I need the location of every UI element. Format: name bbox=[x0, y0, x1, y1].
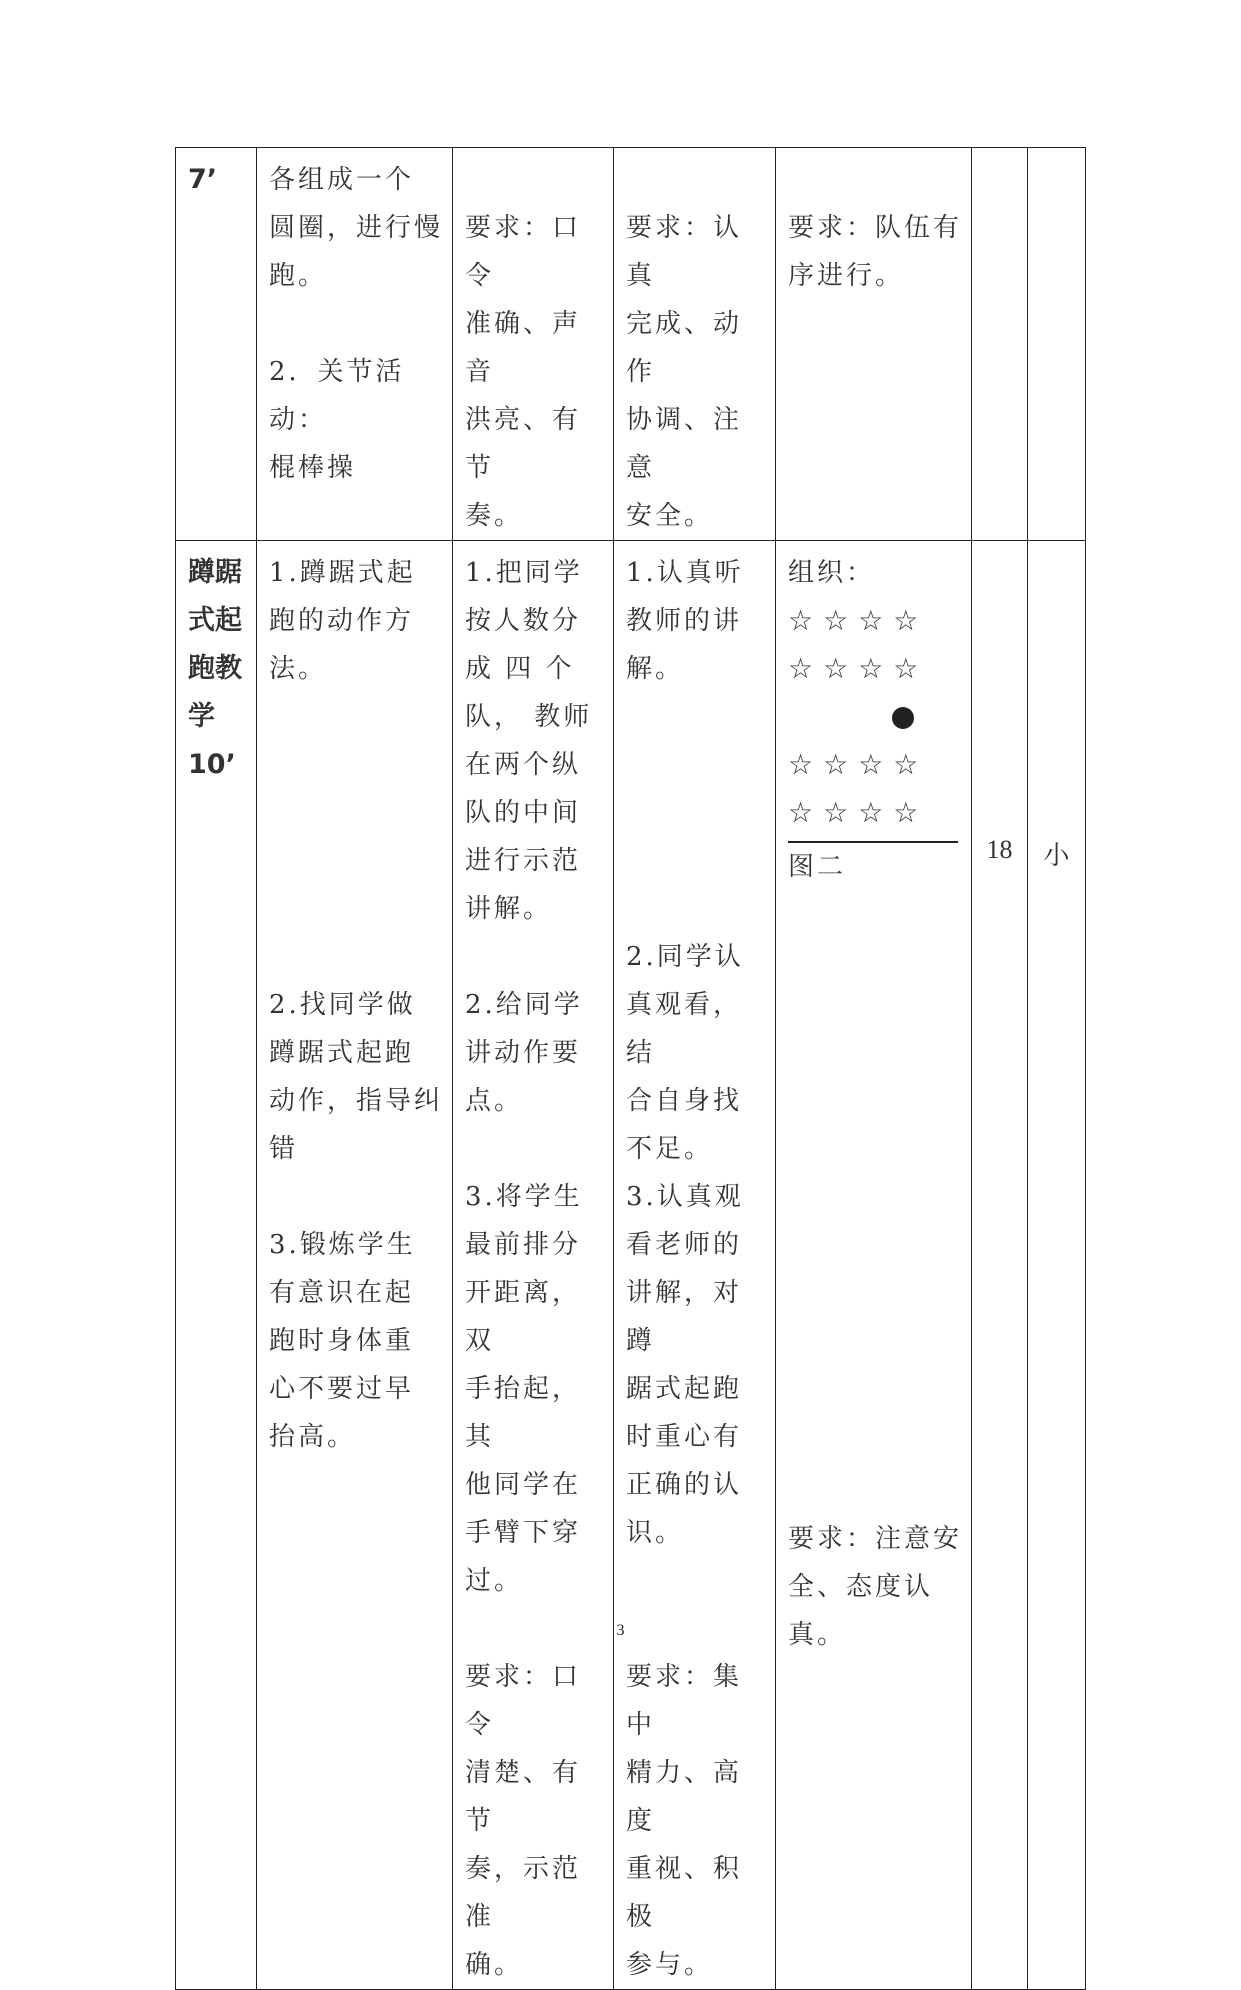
text-line: 全、态度认真。 bbox=[788, 1572, 934, 1650]
table-row-warmup bbox=[176, 148, 1086, 541]
text-line bbox=[269, 933, 444, 981]
text-line bbox=[465, 156, 605, 204]
text-line bbox=[626, 741, 767, 789]
text-line: 1.把同学 bbox=[465, 558, 583, 588]
text-line: 解。 bbox=[626, 654, 685, 684]
text-line: 开距离，双 bbox=[465, 1278, 582, 1356]
text-line: 过。 bbox=[465, 1566, 524, 1596]
text-line bbox=[626, 789, 767, 837]
text-line: 洪亮、有节 bbox=[465, 405, 582, 483]
formation-stars-row: ☆☆☆☆ bbox=[788, 796, 929, 829]
text-line bbox=[626, 1557, 767, 1605]
text-line: 要求：注意安 bbox=[788, 1524, 963, 1554]
content-cell bbox=[257, 148, 453, 541]
text-line: 准确、声音 bbox=[465, 309, 582, 387]
text-line bbox=[626, 156, 767, 204]
text-line bbox=[269, 693, 444, 741]
text-line: 看老师的 bbox=[626, 1230, 743, 1260]
text-line: 抬高。 bbox=[269, 1422, 357, 1452]
text-line: 10’ bbox=[188, 749, 236, 780]
organization-cell bbox=[776, 541, 972, 1990]
text-line: 奏，示范准 bbox=[465, 1854, 582, 1932]
text-line: 序进行。 bbox=[788, 261, 905, 291]
text-line bbox=[269, 741, 444, 789]
count-cell bbox=[972, 541, 1028, 1990]
table-row-crouch-start bbox=[176, 541, 1086, 1990]
text-line: 协调、注意 bbox=[626, 405, 743, 483]
text-line: 各组成一个 bbox=[269, 165, 415, 195]
text-line: 点。 bbox=[465, 1086, 524, 1116]
text-line: 圆圈，进行慢 bbox=[269, 213, 444, 243]
text-line: 讲动作要 bbox=[465, 1038, 582, 1068]
organization-cell bbox=[776, 148, 972, 541]
teacher-activity-text bbox=[453, 541, 613, 1989]
figure-label: 图二 bbox=[788, 852, 847, 882]
text-line: 教师的讲 bbox=[626, 606, 743, 636]
text-line: 队， 教师 bbox=[465, 702, 593, 732]
text-line: 识。 bbox=[626, 1518, 685, 1548]
text-line: 棍棒操 bbox=[269, 453, 357, 483]
text-line: 有意识在起 bbox=[269, 1278, 415, 1308]
student-activity-cell bbox=[614, 148, 776, 541]
text-line bbox=[626, 885, 767, 933]
text-line: 踞式起跑 bbox=[626, 1374, 743, 1404]
text-line: 跑时身体重 bbox=[269, 1326, 415, 1356]
text-line: 不足。 bbox=[626, 1134, 714, 1164]
organization-title: 组织： bbox=[788, 558, 876, 588]
content-text bbox=[257, 541, 452, 1461]
text-line: 2.找同学做 bbox=[269, 990, 416, 1020]
text-line: 式起 bbox=[188, 605, 242, 636]
intensity-cell bbox=[1028, 148, 1086, 541]
formation-stars-row: ☆☆☆☆ bbox=[788, 652, 929, 685]
text-line: 跑。 bbox=[269, 261, 328, 291]
text-line bbox=[626, 837, 767, 885]
text-line: 讲解，对蹲 bbox=[626, 1278, 743, 1356]
student-activity-text bbox=[614, 541, 775, 1989]
text-line: 法。 bbox=[269, 654, 328, 684]
text-line: 在两个纵 bbox=[465, 750, 582, 780]
student-activity-cell bbox=[614, 541, 776, 1990]
text-line: 3.将学生 bbox=[465, 1182, 583, 1212]
count-cell bbox=[972, 148, 1028, 541]
text-line: 3.锻炼学生 bbox=[269, 1230, 416, 1260]
text-line: 手抬起，其 bbox=[465, 1374, 582, 1452]
student-activity-text bbox=[614, 148, 775, 540]
text-line: 学 bbox=[188, 701, 215, 732]
teacher-position-dot bbox=[892, 707, 914, 729]
text-line bbox=[465, 933, 605, 981]
organization-text bbox=[776, 148, 971, 300]
text-line: 成 四 个 bbox=[465, 654, 575, 684]
text-line bbox=[626, 693, 767, 741]
text-line: 重视、积极 bbox=[626, 1854, 743, 1932]
text-line: 他同学在 bbox=[465, 1470, 582, 1500]
text-line bbox=[269, 300, 444, 348]
text-line: 清楚、有节 bbox=[465, 1758, 582, 1836]
intensity-cell bbox=[1028, 541, 1086, 1990]
text-line: 最前排分 bbox=[465, 1230, 582, 1260]
teacher-activity-cell bbox=[453, 148, 614, 541]
section-title-label bbox=[176, 541, 256, 789]
text-line: 确。 bbox=[465, 1950, 524, 1980]
content-cell bbox=[257, 541, 453, 1990]
lesson-plan-table bbox=[175, 147, 1086, 1990]
text-line: 手臂下穿 bbox=[465, 1518, 582, 1548]
text-line: 蹲踞式起跑 bbox=[269, 1038, 415, 1068]
text-line: 蹲踞 bbox=[188, 557, 242, 588]
text-line: 参与。 bbox=[626, 1950, 714, 1980]
text-line: 讲解。 bbox=[465, 894, 553, 924]
text-line: 动作，指导纠 bbox=[269, 1086, 444, 1116]
formation-stars-row: ☆☆☆☆ bbox=[788, 604, 929, 637]
text-line: 安全。 bbox=[626, 501, 714, 531]
text-line: 跑的动作方 bbox=[269, 606, 415, 636]
text-line: 进行示范 bbox=[465, 846, 582, 876]
text-line: 1.蹲踞式起 bbox=[269, 558, 416, 588]
text-line bbox=[269, 837, 444, 885]
text-line: 1.认真听 bbox=[626, 558, 744, 588]
text-line: 2.同学认 bbox=[626, 942, 744, 972]
text-line bbox=[269, 1173, 444, 1221]
text-line: 正确的认 bbox=[626, 1470, 743, 1500]
text-line: 队的中间 bbox=[465, 798, 582, 828]
text-line: 时重心有 bbox=[626, 1422, 743, 1452]
text-line bbox=[269, 789, 444, 837]
text-line: 2.给同学 bbox=[465, 990, 583, 1020]
text-line: 合自身找 bbox=[626, 1086, 743, 1116]
content-text bbox=[257, 148, 452, 492]
text-line: 要求：认真 bbox=[626, 213, 743, 291]
teacher-activity-cell bbox=[453, 541, 614, 1990]
text-line: 2．关节活动： bbox=[269, 357, 405, 435]
section-time-label: 7’ bbox=[188, 164, 218, 195]
formation-stars-row: ☆☆☆☆ bbox=[788, 748, 929, 781]
text-line bbox=[465, 1125, 605, 1173]
text-line bbox=[269, 885, 444, 933]
intensity-value: 小 bbox=[1043, 841, 1070, 871]
text-line: 错 bbox=[269, 1134, 299, 1164]
text-line: 要求：口令 bbox=[465, 1662, 582, 1740]
text-line bbox=[788, 156, 963, 204]
text-line: 要求：口令 bbox=[465, 213, 582, 291]
text-line: 要求：队伍有 bbox=[788, 213, 963, 243]
count-value: 18 bbox=[986, 835, 1013, 864]
section-label-cell bbox=[176, 541, 257, 1990]
text-line: 完成、动作 bbox=[626, 309, 743, 387]
text-line: 要求：集中 bbox=[626, 1662, 743, 1740]
text-line: 心不要过早 bbox=[269, 1374, 415, 1404]
text-line: 真观看，结 bbox=[626, 990, 743, 1068]
text-line: 奏。 bbox=[465, 501, 524, 531]
text-line: 3.认真观 bbox=[626, 1182, 744, 1212]
text-line: 按人数分 bbox=[465, 606, 582, 636]
teacher-activity-text bbox=[453, 148, 613, 540]
text-line: 精力、高度 bbox=[626, 1758, 743, 1836]
text-line: 跑教 bbox=[188, 653, 242, 684]
page-number: 3 bbox=[616, 1622, 625, 1639]
section-label-cell bbox=[176, 148, 257, 541]
